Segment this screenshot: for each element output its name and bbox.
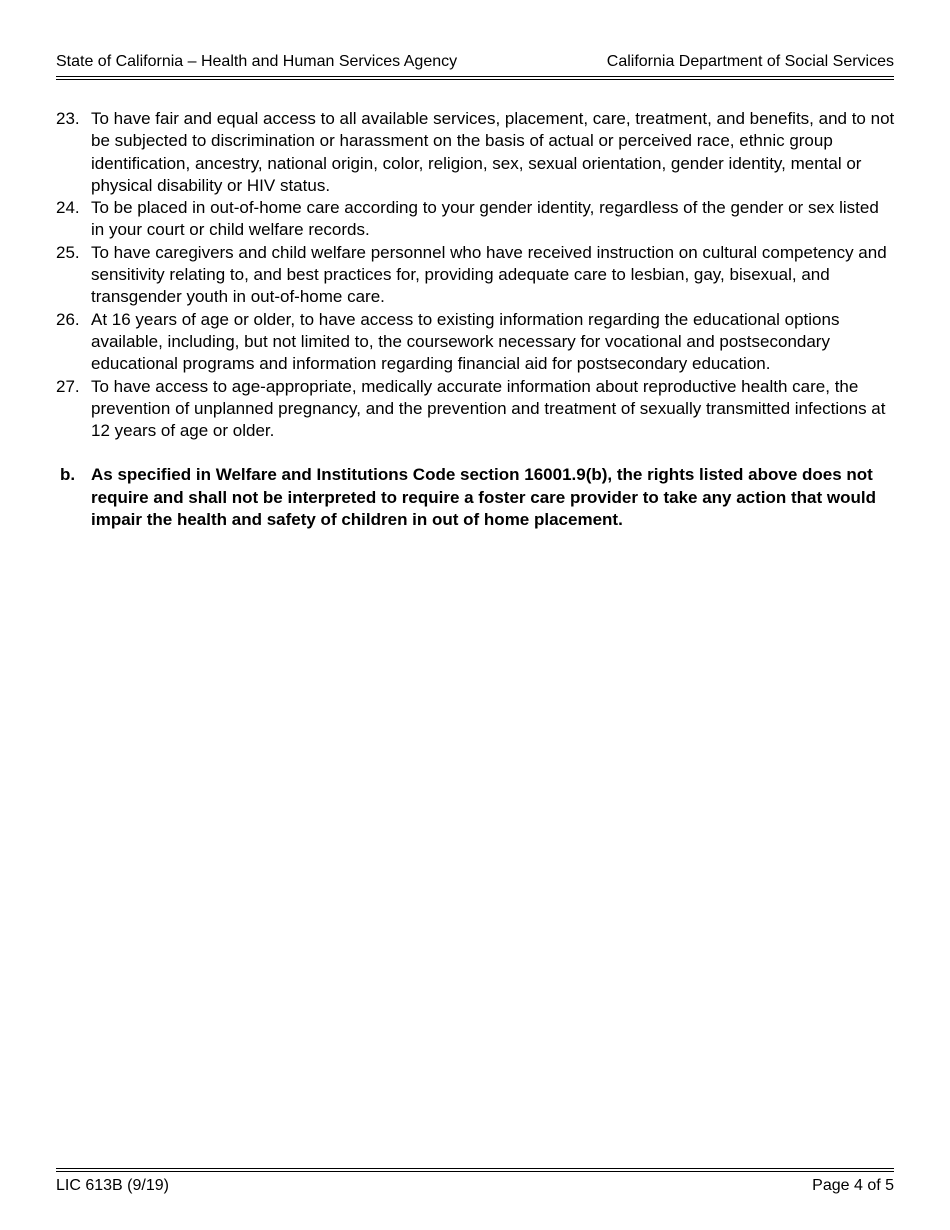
right-item-25 [56,242,896,309]
right-number: 27. [56,376,80,396]
right-text: To have fair and equal access to all available services, placement, care, treatment, and benefits, and to not be subjected to discrimination or harassment on the basis of actual or perceived race, ethnic group identification, ancestry, national origin, color, religion, sex, sexual orientation, gender identity, mental or physical disability or HIV status. [91,109,895,195]
right-text: To be placed in out-of-home care according to your gender identity, regardless of the gender or sex listed in your court or child welfare records. [91,198,879,240]
right-number: 26. [56,309,80,329]
right-item-24 [56,197,896,242]
page-header [56,52,894,74]
section-letter: b. [60,465,76,485]
right-item-26 [56,309,896,376]
section-b-note [56,464,896,531]
page-footer [56,1176,894,1198]
right-text: To have caregivers and child welfare personnel who have received instruction on cultural competency and sensitivity relating to, and best practices for, providing adequate care to lesbian, gay, bisexual, and transgender youth in out-of-home care. [91,242,887,307]
right-number: 23. [56,109,80,128]
right-item-23 [56,108,896,197]
right-number: 24. [56,198,80,218]
section-text: As specified in Welfare and Institutions Code section 16001.9(b), the rights listed above does not require and shall not be interpreted to require a foster care provider to take any action that would impair the health and safety of children in out of home placement. [91,465,876,530]
form-id: LIC 613B (9/19) [56,1177,169,1194]
right-text: At 16 years of age or older, to have access to existing information regarding the educational options available, including, but not limited to, the coursework necessary for vocational and postsecondary educational programs and information regarding financial aid for postsecondary education. [91,309,840,374]
right-number: 25. [56,242,80,262]
agency-name: State of California – Health and Human Services Agency [56,53,458,70]
department-name: California Department of Social Services [606,53,894,70]
footer-divider [56,1168,894,1172]
page-number: Page 4 of 5 [812,1177,894,1194]
right-text: To have access to age-appropriate, medically accurate information about reproductive health care, the prevention of unplanned pregnancy, and the prevention and treatment of sexually transmitted infections at 12 years of age or older. [91,376,886,441]
header-divider [56,76,894,80]
document-body [56,108,896,531]
rights-list [56,108,896,442]
right-item-27 [56,376,896,443]
